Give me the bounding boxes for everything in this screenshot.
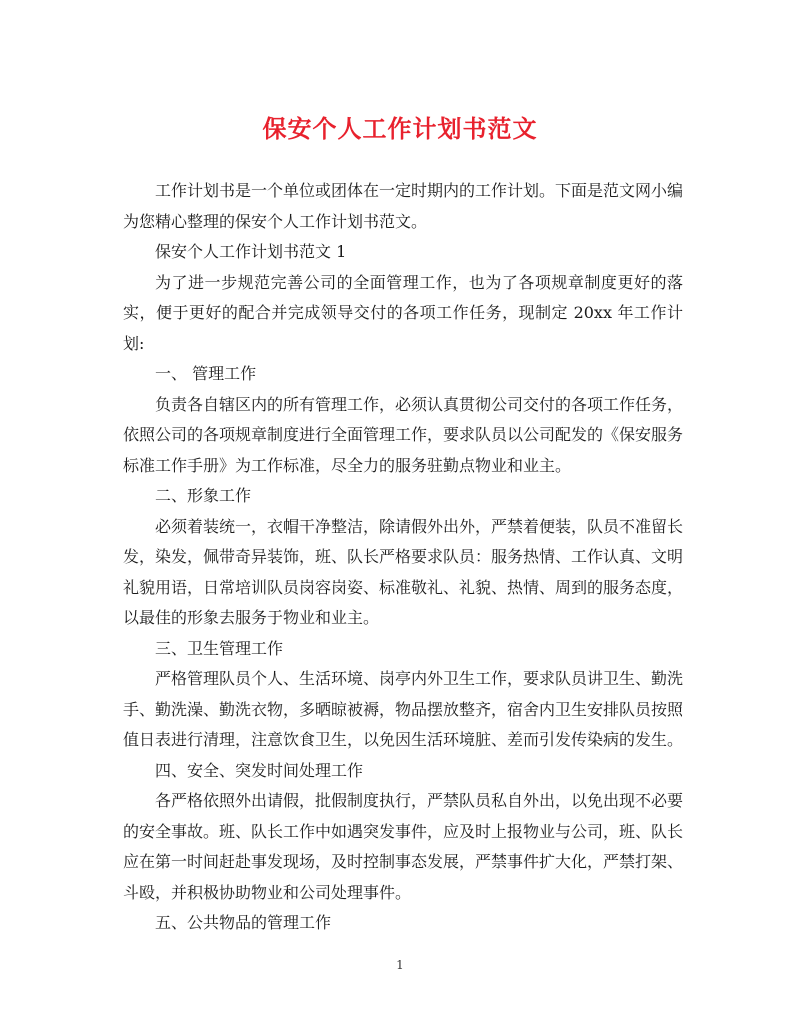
paragraph-image: 必须着装统一，衣帽干净整洁，除请假外出外，严禁着便装，队员不准留长发，染发，佩带奇异装饰，班、队长严格要求队员：服务热情、工作认真、文明礼貌用语，日常培训队员岗容岗姿、标准敬礼、礼貌、热情、周到的服务态度，以最佳的形象去服务于物业和业主。 — [123, 516, 684, 627]
page-title: 保安个人工作计划书范文 — [262, 114, 538, 143]
section-heading-public-items: 五、公共物品的管理工作 — [155, 913, 332, 932]
document-body — [123, 176, 683, 939]
paragraph-management: 负责各自辖区内的所有管理工作，必须认真贯彻公司交付的各项工作任务，依照公司的各项规章制度进行全面管理工作，要求队员以公司配发的《保安服务标准工作手册》为工作标准，尽全力的服务驻勤点物业和业主。 — [123, 394, 684, 475]
section-heading-hygiene: 三、卫生管理工作 — [155, 638, 284, 658]
paragraph-safety: 各严格依照外出请假，批假制度执行，严禁队员私自外出，以免出现不必要的安全事故。班、队长工作中如遇突发事件，应及时上报物业与公司，班、队长应在第一时间赶赴事发现场，及时控制事态发展，严禁事件扩大化，严禁打架、斗殴，并积极协助物业和公司处理事件。 — [123, 791, 684, 902]
page-number: 1 — [396, 958, 404, 972]
section-heading-management: 一、 管理工作 — [155, 364, 257, 383]
paragraph-hygiene: 严格管理队员个人、生活环境、岗亭内外卫生工作，要求队员讲卫生、勤洗手、勤洗澡、勤洗衣物，多晒晾被褥，物品摆放整齐，宿舍内卫生安排队员按照值日表进行清理，注意饮食卫生，以免因生活环境脏、差而引发传染病的发生。 — [123, 669, 684, 749]
section-heading-image: 二、形象工作 — [155, 486, 252, 505]
section-heading-safety: 四、安全、突发时间处理工作 — [155, 760, 364, 780]
paragraph-intro: 工作计划书是一个单位或团体在一定时期内的工作计划。下面是范文网小编为您精心整理的保安个人工作计划书范文。 — [123, 181, 684, 231]
paragraph-heading-sample-1: 保安个人工作计划书范文 1 — [155, 242, 347, 261]
paragraph-preface: 为了进一步规范完善公司的全面管理工作，也为了各项规章制度更好的落实，便于更好的配合并完成领导交付的各项工作任务，现制定 20xx 年工作计划: — [123, 272, 683, 353]
